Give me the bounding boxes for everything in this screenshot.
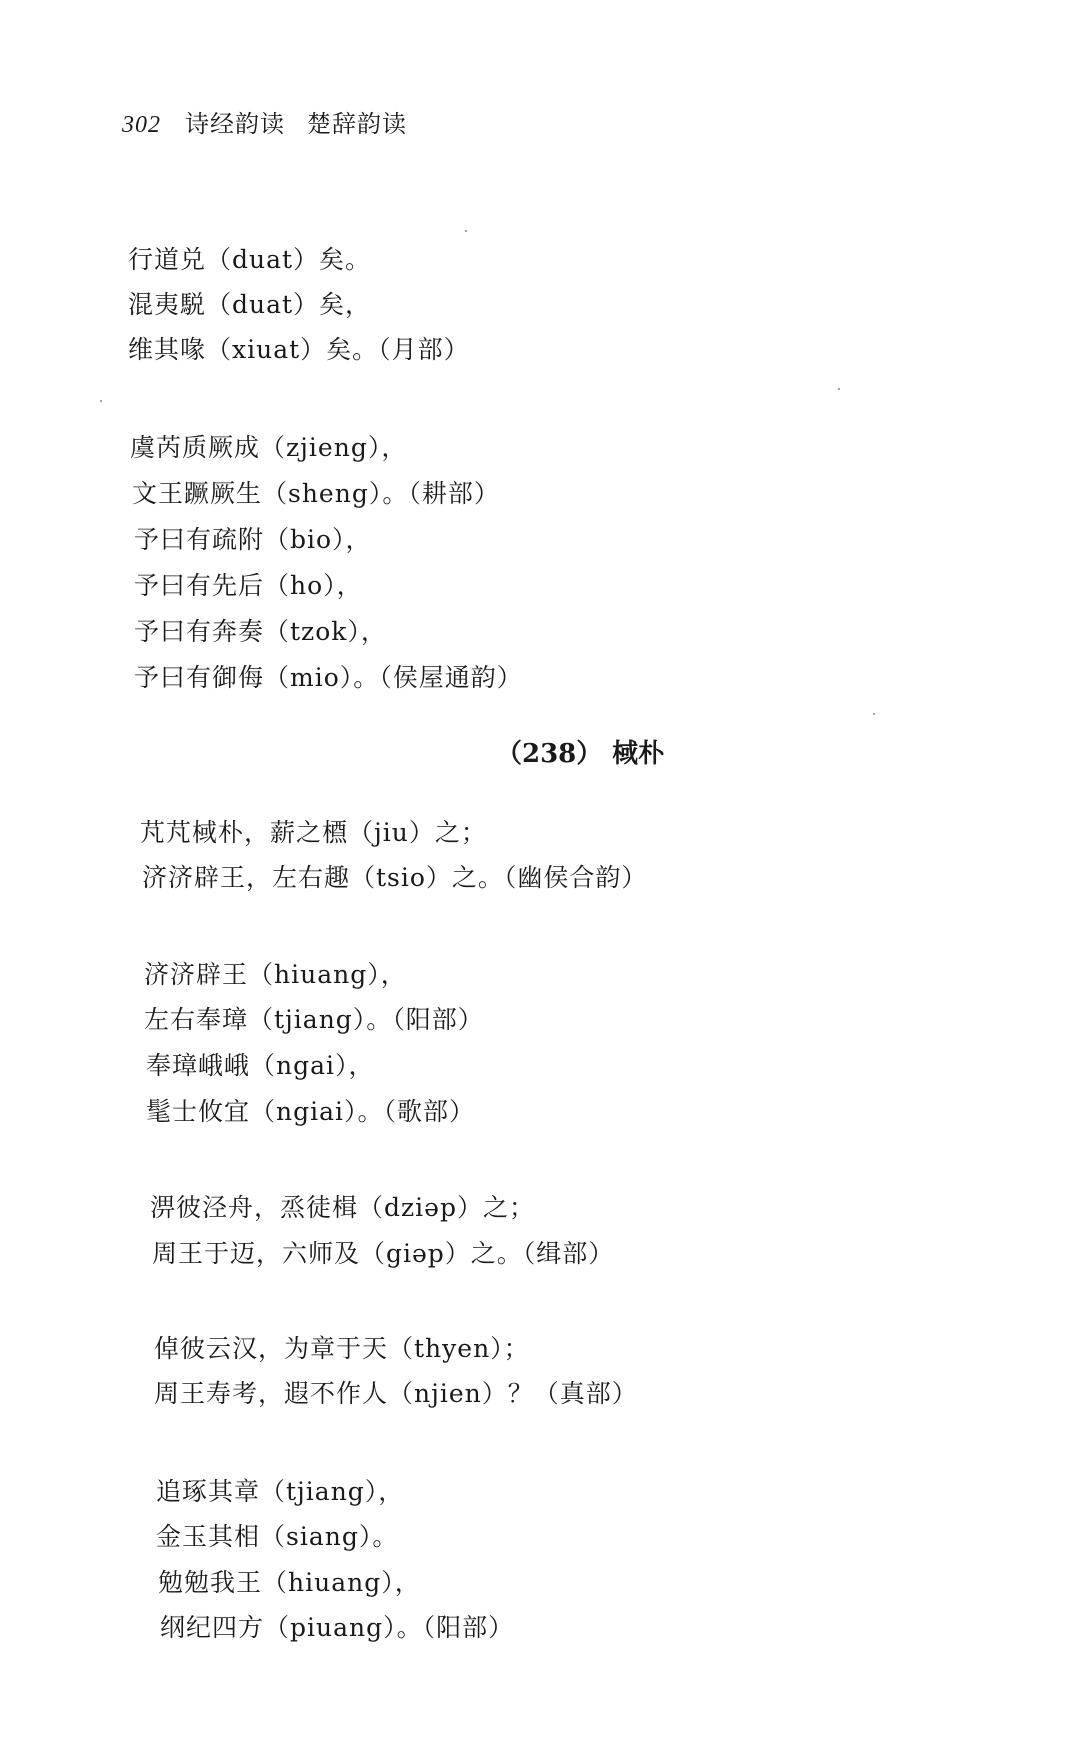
running-header xyxy=(122,104,407,139)
verse-line: 维其喙（xiuat）矣。（月部） xyxy=(128,335,470,364)
verse-line: 济济辟王（hiuang）， xyxy=(144,960,407,989)
verse-line: 周王于迈，六师及（giəp）之。（缉部） xyxy=(152,1239,615,1268)
verse-line: 济济辟王，左右趣（tsio）之。（幽侯合韵） xyxy=(142,863,648,892)
scan-speck xyxy=(838,388,840,390)
scan-speck xyxy=(873,713,875,715)
verse-line: 周王寿考，遐不作人（njien）？（真部） xyxy=(154,1379,638,1408)
page-number: 302 xyxy=(122,112,161,138)
verse-line: 髦士攸宜（ngiai）。（歌部） xyxy=(146,1097,476,1126)
verse-line: 予曰有奔奏（tzok）， xyxy=(134,617,387,646)
section-title: 棫朴 xyxy=(612,739,665,769)
verse-line: 左右奉璋（tjiang）。（阳部） xyxy=(144,1005,484,1034)
verse-line: 勉勉我王（hiuang）， xyxy=(158,1568,421,1597)
verse-line: 行道兑（duat）矣。 xyxy=(128,245,372,274)
scan-speck xyxy=(465,230,467,232)
verse-line: 纲纪四方（piuang）。（阳部） xyxy=(160,1613,515,1642)
verse-line: 文王蹶厥生（sheng）。（耕部） xyxy=(132,479,500,508)
verse-line: 虞芮质厥成（zjieng）， xyxy=(130,433,408,462)
verse-line: 予曰有疏附（bio）， xyxy=(134,525,372,554)
verse-line: 予曰有御侮（mio）。（侯屋通韵） xyxy=(134,663,523,692)
verse-line: 芃芃棫朴，薪之槱（jiu）之； xyxy=(140,818,487,847)
verse-line: 金玉其相（siang）。 xyxy=(156,1522,399,1551)
verse-line: 倬彼云汉，为章于天（thyen）； xyxy=(154,1334,530,1363)
verse-line: 追琢其章（tjiang）， xyxy=(156,1477,405,1506)
section-number: （238） xyxy=(496,739,603,769)
scan-speck xyxy=(100,400,102,402)
verse-line: 奉璋峨峨（ngai）， xyxy=(146,1051,375,1080)
book-title-2: 楚辞韵读 xyxy=(307,110,407,138)
verse-line: 混夷駾（duat）矣， xyxy=(128,290,372,319)
verse-line: 淠彼泾舟，烝徒楫（dziəp）之； xyxy=(150,1193,535,1222)
section-heading xyxy=(496,733,664,770)
verse-line: 予曰有先后（ho）， xyxy=(134,571,363,600)
book-title: 诗经韵读 xyxy=(185,110,285,138)
